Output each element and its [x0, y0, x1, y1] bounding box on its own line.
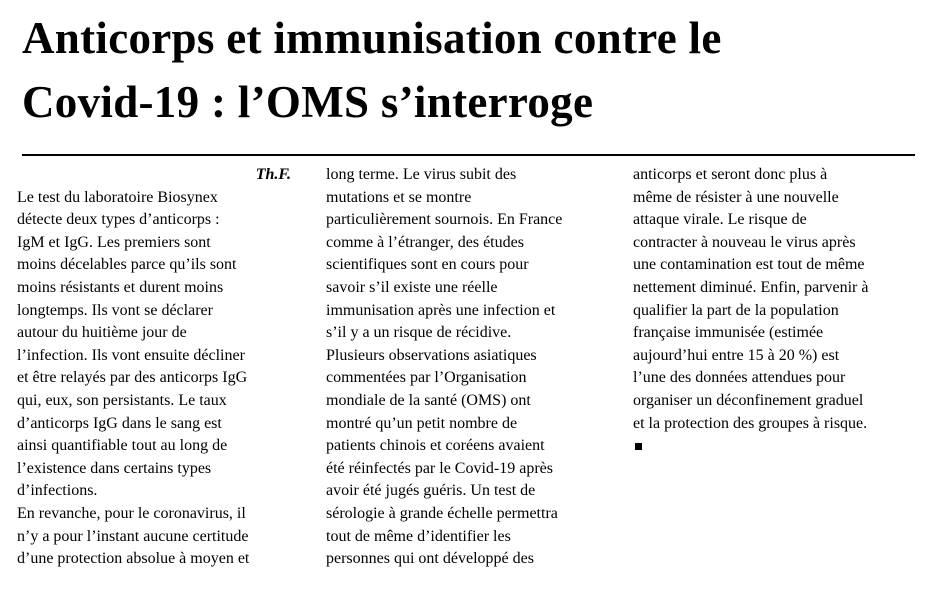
column-3-line: anticorps et seront donc plus à — [633, 166, 828, 183]
column-2-line: personnes qui ont développé des — [326, 550, 534, 568]
column-1-line: l’existence dans certains types — [17, 459, 212, 477]
column-2-line: été réinfectés par le Covid-19 après — [326, 459, 554, 477]
column-1-line: d’une protection absolue à moyen et — [17, 550, 250, 568]
column-2-line: commentées par l’Organisation — [326, 369, 527, 387]
column-2-line: patients chinois et coréens avaient — [326, 437, 545, 455]
column-1-line: l’infection. Ils vont ensuite décliner — [17, 346, 245, 364]
column-1-line: ainsi quantifiable tout au long de — [17, 437, 228, 455]
column-1-line: moins résistants et durent moins — [17, 278, 224, 296]
column-2-line: tout de même d’identifier les — [326, 527, 511, 545]
column-1-line: et être relayés par des anticorps IgG — [17, 369, 248, 387]
headline-line-1: Anticorps et immunisation contre le — [22, 13, 722, 63]
column-3-line: même de résister à une nouvelle — [633, 188, 839, 206]
column-1-line: détecte deux types d’anticorps : — [17, 211, 220, 229]
column-3-line: qualifier la part de la population — [633, 301, 839, 319]
column-1-line: d’anticorps IgG dans le sang est — [17, 414, 222, 432]
end-of-article-line — [633, 435, 913, 458]
article-column-1 — [17, 164, 295, 571]
article-column-2 — [326, 164, 606, 571]
column-3-line: organiser un déconfinement graduel — [633, 391, 864, 409]
column-2-line: mondiale de la santé (OMS) ont — [326, 391, 531, 409]
column-1-line: Le test du laboratoire Biosynex — [17, 188, 218, 206]
column-2-line: immunisation après une infection et — [326, 301, 556, 319]
column-1-line: qui, eux, son persistants. Le taux — [17, 391, 227, 409]
column-2-line: particulièrement sournois. En France — [326, 211, 563, 229]
end-of-article-square-icon — [635, 443, 642, 450]
column-1-line: IgM et IgG. Les premiers sont — [17, 233, 211, 251]
column-3-line: nettement diminué. Enfin, parvenir à — [633, 278, 869, 296]
byline: Th.F. — [255, 166, 291, 183]
column-3-line: contracter à nouveau le virus après — [633, 233, 856, 251]
column-1-line: d’infections. — [17, 482, 98, 500]
article-column-3 — [633, 164, 913, 458]
column-1-line: En revanche, pour le coronavirus, il — [17, 504, 246, 522]
column-2-line: mutations et se montre — [326, 188, 472, 206]
column-2-line: sérologie à grande échelle permettra — [326, 504, 558, 522]
column-1-line: moins décelables parce qu’ils sont — [17, 256, 237, 274]
column-2-line: scientifiques sont en cours pour — [326, 256, 529, 274]
column-2-line: long terme. Le virus subit des — [326, 166, 517, 183]
column-2-line: montré qu’un petit nombre de — [326, 414, 518, 432]
article-headline — [22, 6, 912, 134]
column-2-line: comme à l’étranger, des études — [326, 233, 524, 251]
headline-divider — [22, 154, 915, 156]
column-1-line: longtemps. Ils vont se déclarer — [17, 301, 213, 319]
column-1-line: n’y a pour l’instant aucune certitude — [17, 527, 249, 545]
headline-line-2: Covid-19 : l’OMS s’interroge — [22, 77, 594, 127]
column-2-line: avoir été jugés guéris. Un test de — [326, 482, 536, 500]
column-2-line: Plusieurs observations asiatiques — [326, 346, 537, 364]
column-3-line: française immunisée (estimée — [633, 324, 824, 342]
column-3-line: aujourd’hui entre 15 à 20 %) est — [633, 346, 840, 364]
column-3-line: l’une des données attendues pour — [633, 369, 846, 387]
column-3-line: une contamination est tout de même — [633, 256, 865, 274]
column-3-line: attaque virale. Le risque de — [633, 211, 807, 229]
column-1-line: autour du huitième jour de — [17, 324, 187, 342]
column-3-line: et la protection des groupes à risque. — [633, 414, 868, 432]
column-2-line: savoir s’il existe une réelle — [326, 278, 498, 296]
column-2-line: s’il y a un risque de récidive. — [326, 324, 512, 342]
